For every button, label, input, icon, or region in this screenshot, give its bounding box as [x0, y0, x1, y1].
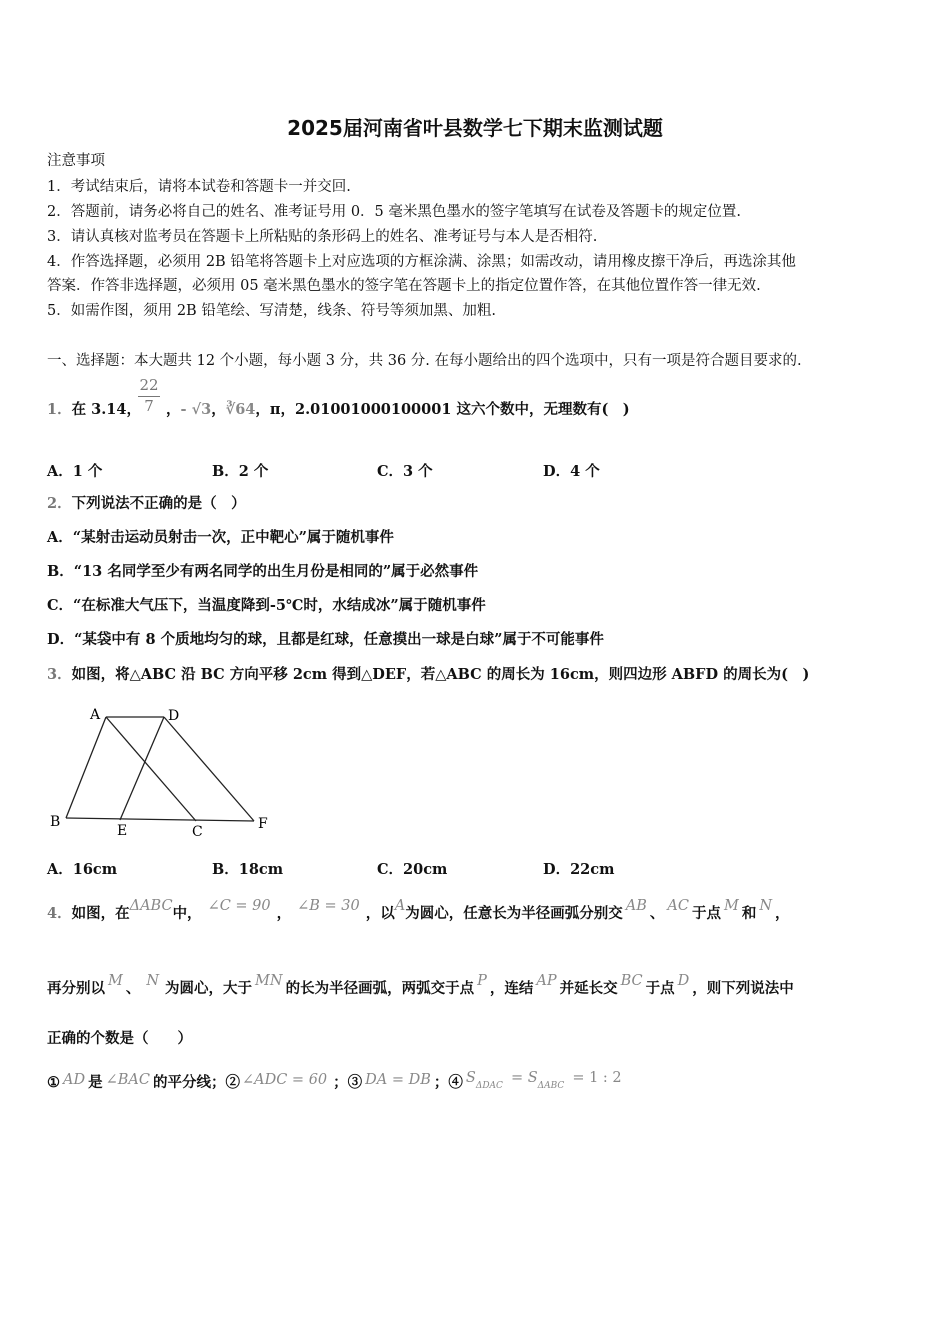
label-b: B [50, 814, 61, 830]
segment-bf [66, 818, 254, 821]
q2-option-d: D．“某袋中有 8 个质地均匀的球，且都是红球，任意摸出一球是白球”属于不可能事件 [47, 631, 604, 648]
text: 的平分线；② [152, 1074, 240, 1091]
notice-item: 5．如需作图，须用 2B 铅笔绘、写清楚，线条、符号等须加黑、加粗. [47, 303, 496, 319]
point-n: N [146, 973, 160, 989]
text: ；④ [433, 1074, 463, 1091]
label-f: F [258, 816, 268, 832]
equals-s: = S [510, 1070, 538, 1086]
equation-da-db: DA = DB [365, 1072, 431, 1088]
text: ；③ [333, 1074, 363, 1091]
segment-de [120, 717, 164, 820]
triangle-abc: ΔABC [129, 898, 173, 914]
label-a: A [90, 707, 101, 723]
q1-expression [166, 400, 630, 420]
point-n: N [759, 898, 772, 914]
page-title: 2025届河南省叶县数学七下期末监测试题 [287, 116, 663, 140]
question-3 [47, 665, 809, 685]
cube-root-64: ∛64 [225, 401, 256, 418]
segment-bc: BC [620, 973, 643, 989]
q3-option-c: C．20cm [377, 861, 448, 878]
text: 再分别以 [47, 980, 105, 997]
segment-ac [106, 717, 196, 821]
q3-option-a: A．16cm [47, 861, 118, 878]
text: ，则下列说法中 [692, 980, 794, 997]
point-a: A [394, 898, 406, 914]
text: ， [775, 905, 790, 922]
q2-stem: 下列说法不正确的是（ ） [71, 495, 246, 512]
point-d: D [677, 973, 690, 989]
question-number: 1． [47, 401, 72, 418]
notice-item: 3．请认真核对监考员在答题卡上所粘贴的条形码上的姓名、准考证号与本人是否相符. [47, 229, 598, 245]
point-m: M [723, 898, 739, 914]
subscript-dac: ΔDAC [475, 1081, 503, 1091]
text: 于点 [645, 980, 675, 997]
q1-rest: ，π，2.01001000100001 这六个数中，无理数有( ) [255, 401, 630, 418]
comma: ， [211, 401, 226, 418]
text: ，连结 [489, 980, 534, 997]
ratio: = 1 : 2 [572, 1070, 622, 1086]
angle-c: ∠C = 90 [207, 898, 271, 914]
segment-ad: AD [63, 1072, 86, 1088]
text: 的长为半径画弧，两弧交于点 [285, 980, 475, 997]
neg-sqrt-3: - √3 [180, 401, 212, 418]
q3-stem: 如图，将△ABC 沿 BC 方向平移 2cm 得到△DEF，若△ABC 的周长为 16cm，则四边形 ABFD 的周长为( ) [71, 666, 810, 683]
segment-ap: AP [536, 973, 557, 989]
question-number: 4． [47, 905, 72, 922]
question-2 [47, 494, 246, 514]
text: 是 [88, 1074, 103, 1091]
subscript-abc: ΔABC [537, 1081, 565, 1091]
text: 为圆心，任意长为半径画弧分别交 [405, 905, 623, 922]
text: 如图，在 [71, 905, 130, 922]
q2-option-a: A．“某射击运动员射击一次，正中靶心”属于随机事件 [47, 529, 394, 546]
area-symbol: S [465, 1070, 476, 1086]
notice-heading: 注意事项 [47, 153, 105, 169]
segment-mn: MN [255, 973, 283, 989]
comma: ， [166, 401, 181, 418]
segment-ab: AB [625, 898, 647, 914]
text: 和 [741, 905, 757, 922]
q3-option-b: B．18cm [212, 861, 284, 878]
question-4-line-1 [47, 898, 790, 924]
q2-option-b: B．“13 名同学至少有两名同学的出生月份是相同的”属于必然事件 [47, 563, 479, 580]
point-m: M [108, 973, 123, 989]
text: 中， [172, 905, 202, 922]
q2-option-c: C．“在标准大气压下，当温度降到-5℃时，水结成冰”属于随机事件 [47, 597, 486, 614]
text: ， [276, 905, 292, 922]
fraction-denominator: 7 [144, 397, 154, 415]
text: 、 [125, 980, 141, 997]
fraction-numerator: 22 [139, 376, 159, 394]
label-e: E [117, 823, 128, 839]
text: ，以 [365, 905, 395, 922]
notice-item: 1．考试结束后，请将本试卷和答题卡一并交回. [47, 179, 351, 195]
text: 于点 [691, 905, 721, 922]
notice-item: 4．作答选择题，必须用 2B 铅笔将答题卡上对应选项的方框涂满、涂黑；如需改动，请用橡皮擦干净后，再选涂其他 [47, 254, 796, 270]
segment-ab [66, 717, 106, 818]
label-c: C [192, 824, 203, 840]
text: 、 [649, 905, 665, 922]
question-4-line-3: 正确的个数是（ ） [47, 1030, 192, 1047]
fraction-22-7 [138, 376, 160, 415]
question-4-line-2 [47, 973, 794, 999]
angle-adc: ∠ADC = 60 [241, 1072, 328, 1088]
question-1 [47, 400, 141, 420]
section-heading: 一、选择题：本大题共 12 个小题，每小题 3 分，共 36 分. 在每小题给出的四个选项中，只有一项是符合题目要求的. [47, 353, 802, 369]
q1-option-a: A．1 个 [47, 463, 103, 480]
text: 为圆心，大于 [165, 980, 253, 997]
q1-option-c: C．3 个 [377, 463, 433, 480]
question-4-statements [47, 1070, 622, 1095]
segment-ac: AC [667, 898, 689, 914]
angle-bac: ∠BAC [105, 1072, 150, 1088]
segment-df [164, 717, 254, 821]
notice-item: 答案．作答非选择题，必须用 05 毫米黑色墨水的签字笔在答题卡上的指定位置作答，在其他位置作答一律无效. [47, 278, 761, 294]
q1-prefix: 在 3.14， [71, 401, 141, 418]
q1-option-b: B．2 个 [212, 463, 269, 480]
text: ① [47, 1074, 60, 1091]
point-p: P [477, 973, 487, 989]
translation-figure [44, 700, 284, 845]
q3-option-d: D．22cm [543, 861, 615, 878]
q1-option-d: D．4 个 [543, 463, 600, 480]
notice-item: 2．答题前，请务必将自己的姓名、准考证号用 0．5 毫米黑色墨水的签字笔填写在试卷及答题卡的规定位置. [47, 204, 741, 220]
question-number: 3． [47, 666, 72, 683]
angle-b: ∠B = 30 [297, 898, 360, 914]
question-number: 2． [47, 495, 72, 512]
text: 并延长交 [559, 980, 618, 997]
label-d: D [168, 708, 180, 724]
